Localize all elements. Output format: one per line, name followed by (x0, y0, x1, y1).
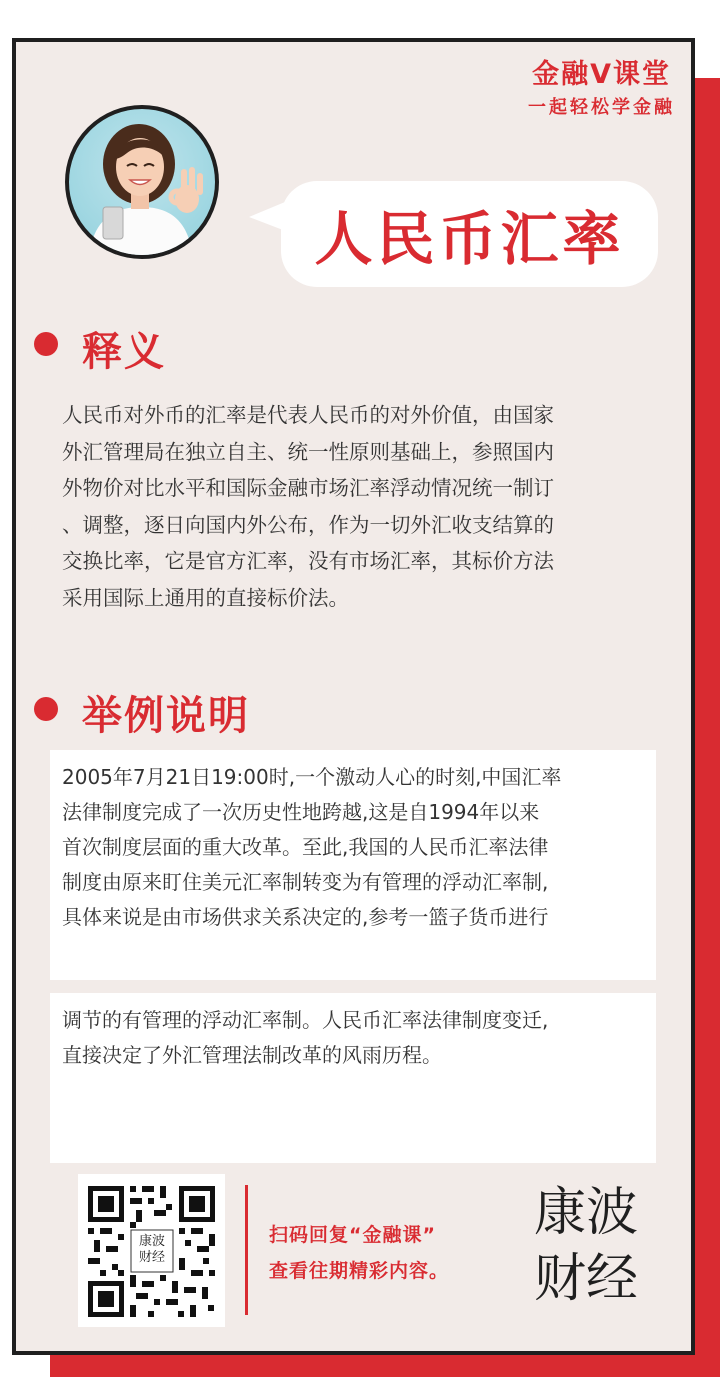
qr-center-line: 康波 (138, 1234, 165, 1249)
example-line: 法律制度完成了一次历史性地跨越,这是自1994年以来 (62, 800, 540, 824)
definition-text (62, 397, 662, 616)
brand-title: 金融V课堂 (532, 59, 671, 90)
definition-line: 交换比率，它是官方汇率，没有市场汇率，其标价方法 (62, 549, 554, 573)
example-bullet-dot (34, 697, 58, 721)
example-box-1 (50, 750, 656, 980)
qr-center-logo (134, 1234, 170, 1266)
definition-bullet-dot (34, 332, 58, 356)
example-line: 直接决定了外汇管理法制改革的风雨历程。 (62, 1043, 442, 1067)
definition-line: 外物价对比水平和国际金融市场汇率浮动情况统一制订 (62, 476, 554, 500)
example-line: 2005年7月21日19:00时,一个激动人心的时刻,中国汇率 (62, 765, 562, 789)
scan-instruction (269, 1217, 449, 1289)
logo-line: 康波 (534, 1183, 639, 1243)
example-box-2 (50, 993, 656, 1163)
avatar-illustration (69, 109, 215, 255)
qr-center-line: 财经 (138, 1250, 165, 1265)
example-line: 调节的有管理的浮动汇率制。人民币汇率法律制度变迁, (62, 1008, 549, 1032)
scan-line: 扫码回复“金融课” (269, 1224, 436, 1246)
example-line: 首次制度层面的重大改革。至此,我国的人民币汇率法律 (62, 835, 549, 859)
definition-line: 采用国际上通用的直接标价法。 (62, 585, 349, 610)
kangbo-finance-logo (534, 1180, 644, 1312)
definition-line: 人民币对外币的汇率是代表人民币的对外价值，由国家 (62, 403, 554, 427)
scan-line: 查看往期精彩内容。 (269, 1260, 450, 1282)
example-line: 具体来说是由市场供求关系决定的,参考一篮子货币进行 (62, 905, 549, 929)
definition-heading: 释义 (82, 329, 166, 375)
logo-line: 财经 (534, 1249, 639, 1309)
qr-code[interactable] (78, 1174, 225, 1327)
card (12, 38, 695, 1355)
footer-divider (245, 1185, 248, 1315)
avatar (65, 105, 219, 259)
definition-line: 外汇管理局在独立自主、统一性原则基础上，参照国内 (62, 439, 554, 464)
example-line: 制度由原来盯住美元汇率制转变为有管理的浮动汇率制, (62, 870, 549, 894)
term-title: 人民币汇率 (314, 205, 625, 273)
example-heading: 举例说明 (82, 693, 250, 739)
definition-line: 、调整，逐日向国内外公布，作为一切外汇收支结算的 (62, 512, 554, 537)
brand-subtitle: 一起轻松学金融 (528, 97, 675, 118)
